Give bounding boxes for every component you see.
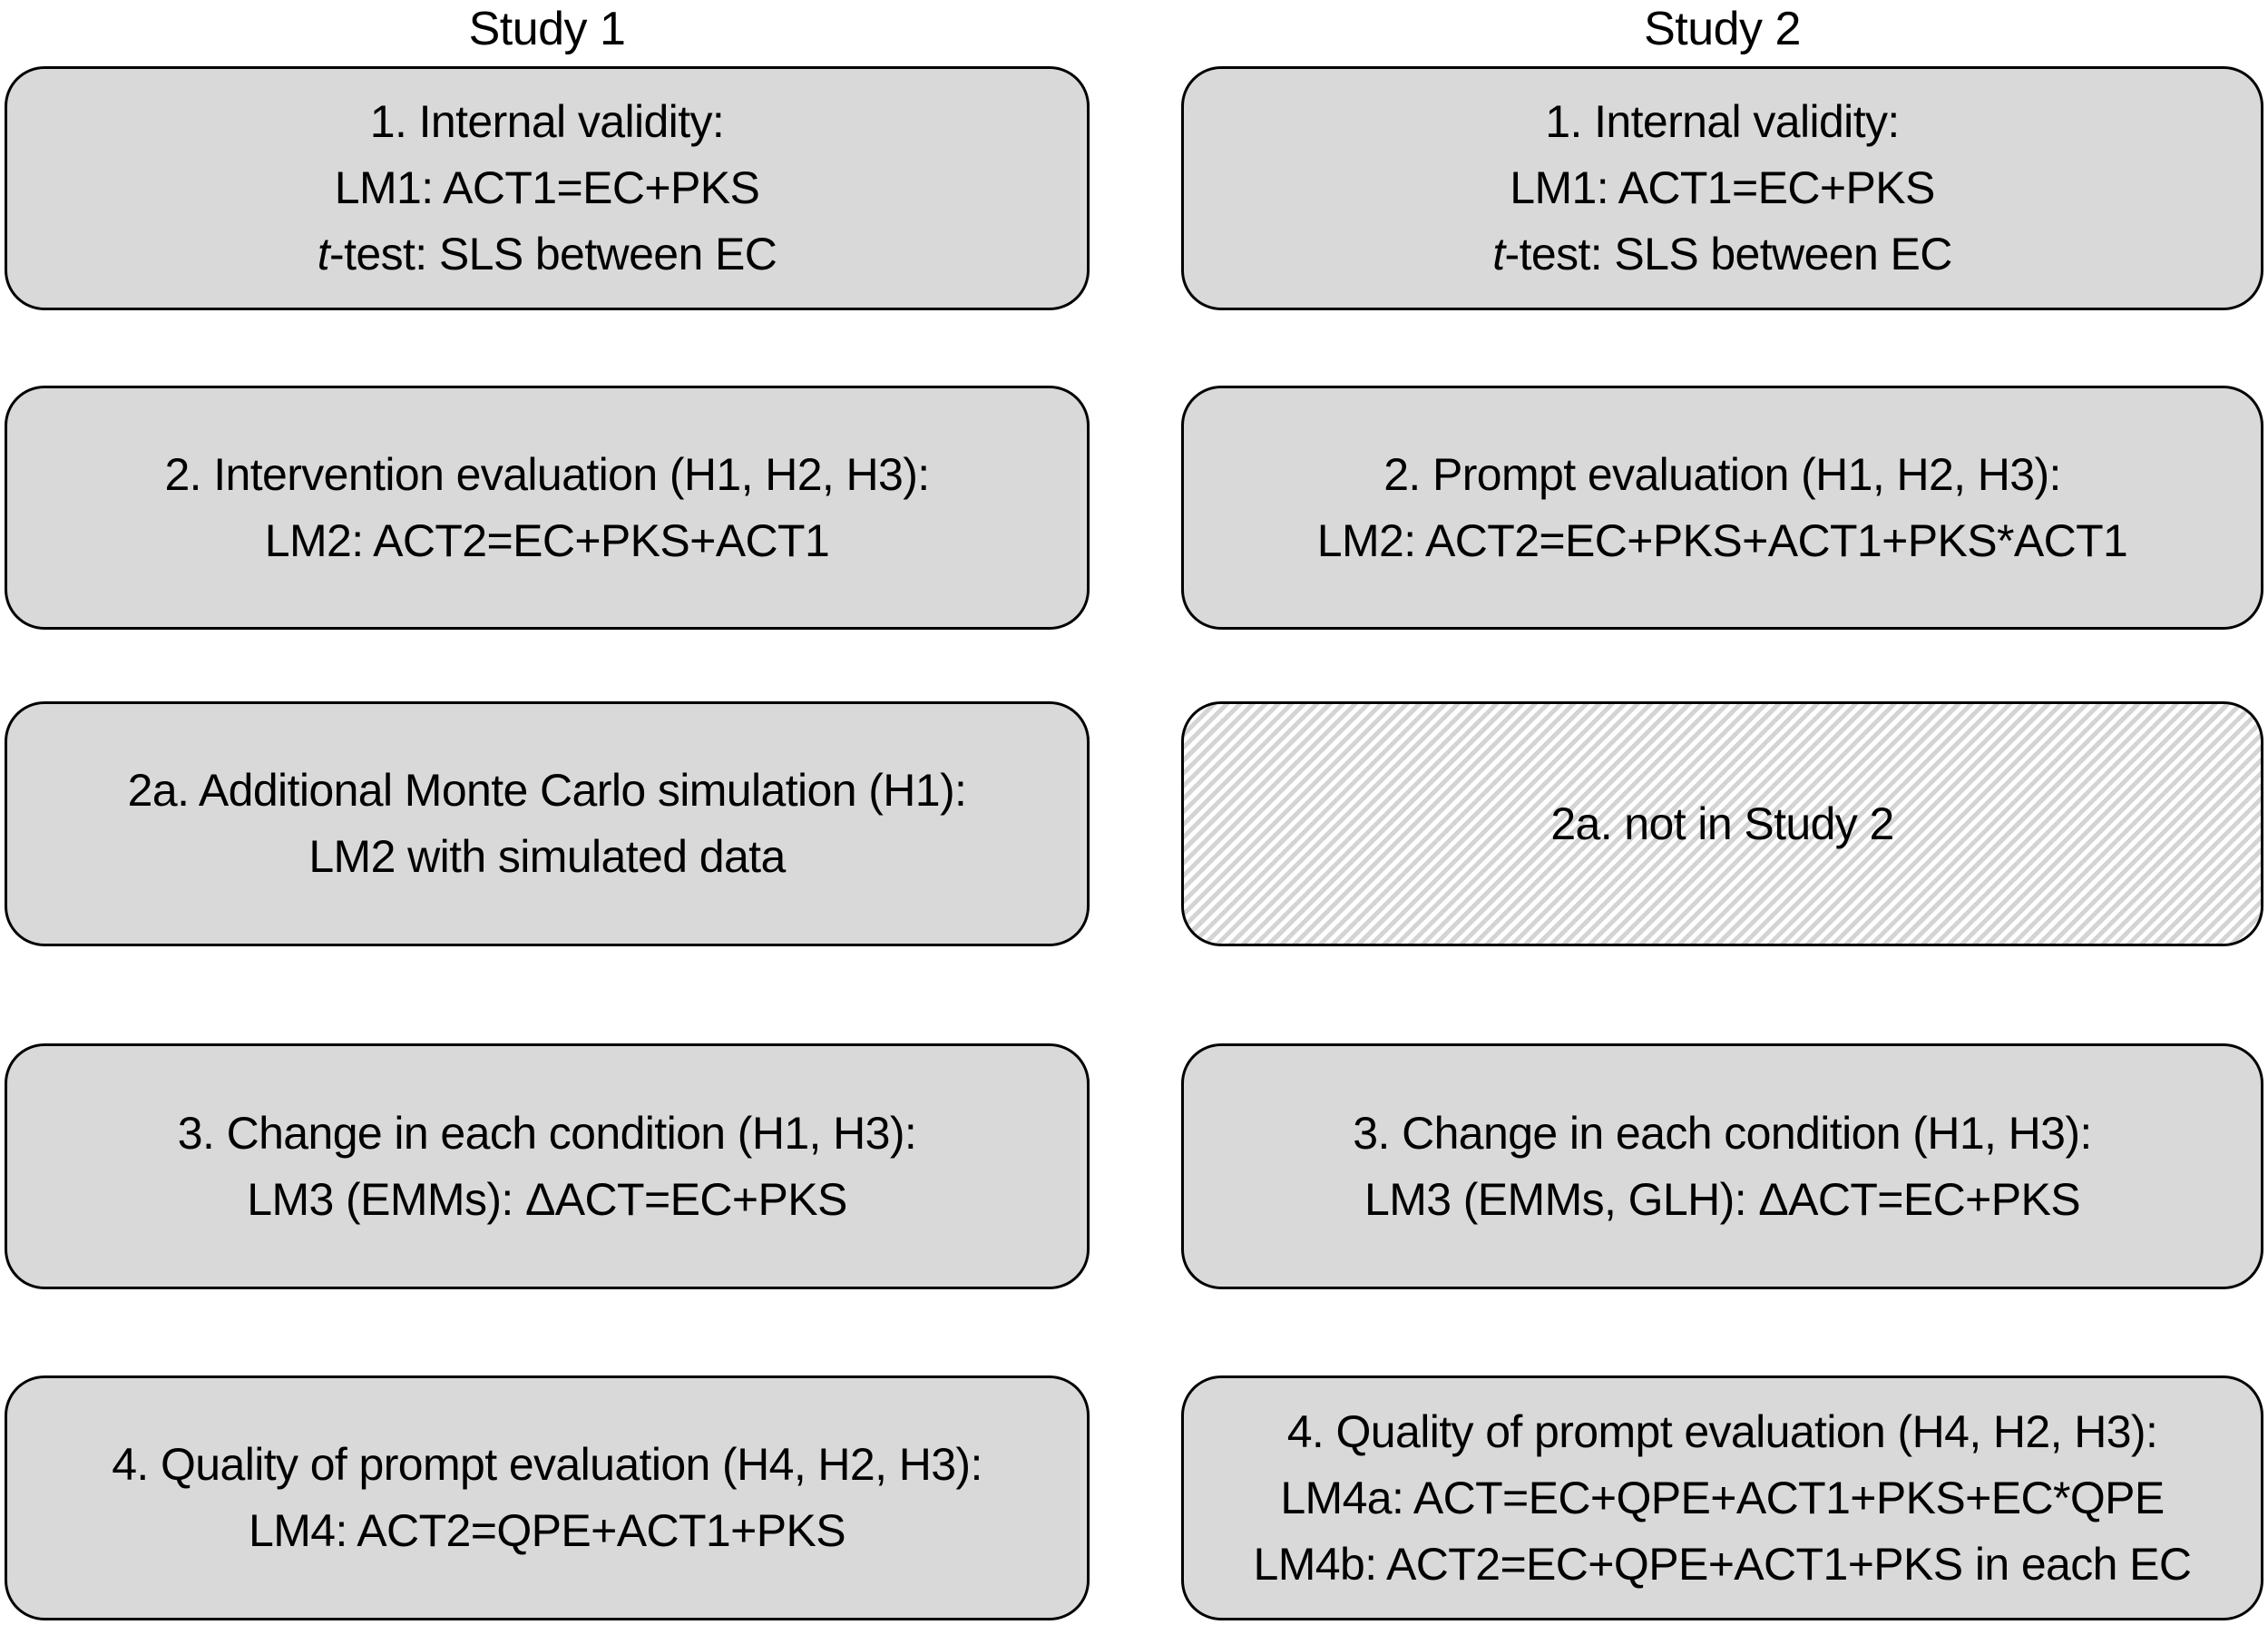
t-italic: t xyxy=(1492,229,1505,279)
model-formula: LM3 (EMMs): ΔACT=EC+PKS xyxy=(247,1173,847,1225)
step-title: 2a. not in Study 2 xyxy=(1550,798,1894,849)
study-2-step-2-prompt-evaluation xyxy=(1181,386,2263,630)
study-2-step-3-change-in-condition xyxy=(1181,1043,2263,1289)
study-1-header: Study 1 xyxy=(468,3,626,55)
step-title: 1. Internal validity: xyxy=(369,96,725,147)
model-formula: LM2 with simulated data xyxy=(308,831,786,882)
step-title: 4. Quality of prompt evaluation (H4, H2, H3): xyxy=(112,1439,982,1490)
study-2-step-1-internal-validity xyxy=(1181,66,2263,310)
study-1-step-3-change-in-condition xyxy=(5,1043,1090,1289)
t-test-rest: -test: SLS between EC xyxy=(329,229,777,279)
step-title: 2a. Additional Monte Carlo simulation (H1): xyxy=(127,765,967,816)
model-formula: LM1: ACT1=EC+PKS xyxy=(334,162,760,213)
step-title: 2. Prompt evaluation (H1, H2, H3): xyxy=(1383,448,2061,500)
step-title: 3. Change in each condition (H1, H3): xyxy=(1353,1107,2092,1159)
model-formula: LM3 (EMMs, GLH): ΔACT=EC+PKS xyxy=(1364,1173,2080,1225)
model-formula: LM2: ACT2=EC+PKS+ACT1 xyxy=(264,514,830,566)
step-title: 4. Quality of prompt evaluation (H4, H2, H3): xyxy=(1286,1405,2158,1457)
study-1-step-2-intervention-evaluation xyxy=(5,386,1090,630)
study-2-step-4-quality-of-prompt-evaluation xyxy=(1181,1375,2263,1620)
model-formula: LM4: ACT2=QPE+ACT1+PKS xyxy=(249,1505,846,1556)
study-2-header: Study 2 xyxy=(1644,3,1801,55)
step-title: 2. Intervention evaluation (H1, H2, H3): xyxy=(164,448,930,500)
model-formula-4a: LM4a: ACT=EC+QPE+ACT1+PKS+EC*QPE xyxy=(1280,1472,2165,1523)
t-test-line xyxy=(318,221,777,288)
t-test-rest: -test: SLS between EC xyxy=(1504,229,1952,279)
study-1-step-4-quality-of-prompt-evaluation xyxy=(5,1375,1090,1620)
study-1-step-2a-monte-carlo xyxy=(5,701,1090,946)
t-test-line xyxy=(1492,221,1952,288)
step-title: 1. Internal validity: xyxy=(1545,96,1900,147)
step-title: 3. Change in each condition (H1, H3): xyxy=(177,1107,917,1159)
study-2-step-2a-not-applicable xyxy=(1181,701,2263,946)
model-formula: LM2: ACT2=EC+PKS+ACT1+PKS*ACT1 xyxy=(1316,514,2128,566)
study-1-step-1-internal-validity xyxy=(5,66,1090,310)
model-formula-4b: LM4b: ACT2=EC+QPE+ACT1+PKS in each EC xyxy=(1253,1538,2192,1590)
t-italic: t xyxy=(317,229,330,279)
model-formula: LM1: ACT1=EC+PKS xyxy=(1510,162,1935,213)
